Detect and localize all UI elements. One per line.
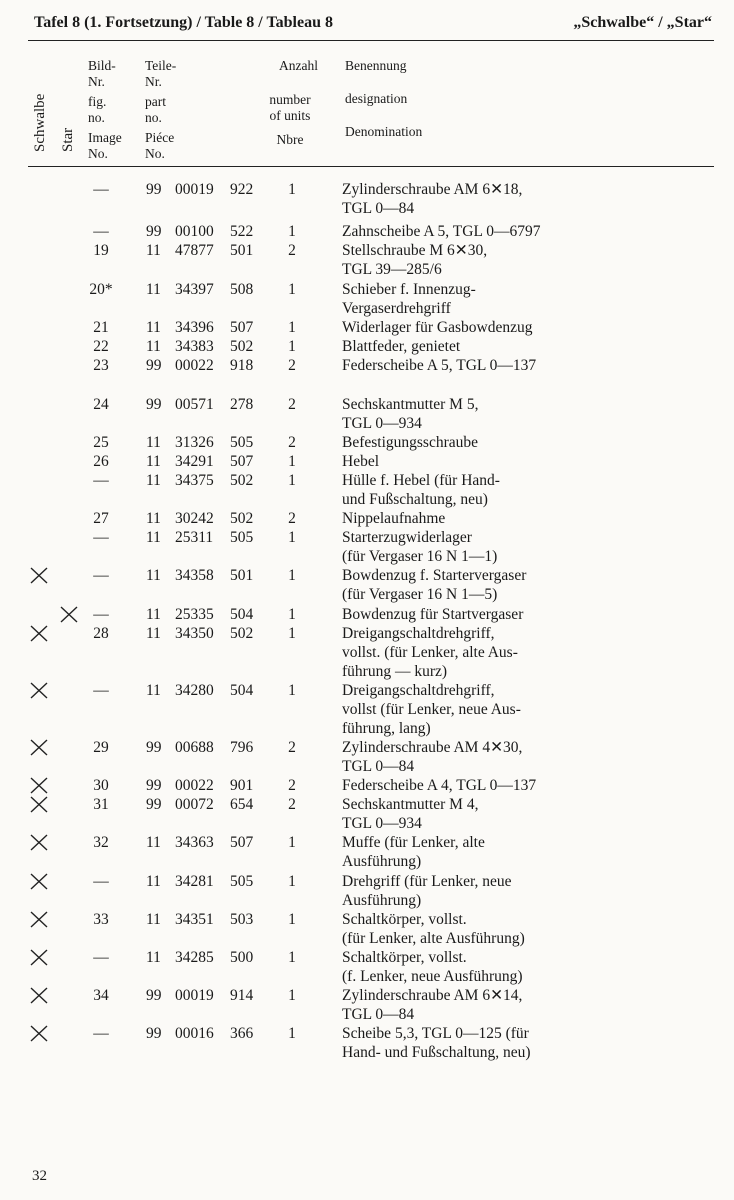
part-no-prefix: 11: [146, 911, 161, 928]
designation-line: TGL 0—84: [342, 1006, 415, 1023]
quantity: 1: [288, 338, 296, 355]
header-rule: [28, 166, 714, 167]
fig-no: 24: [93, 396, 109, 413]
quantity: 1: [288, 911, 296, 928]
part-no-main: 00688: [175, 739, 214, 756]
part-no-suffix: 901: [230, 777, 254, 794]
part-no-suffix: 503: [230, 911, 254, 928]
schwalbe-check-icon: [28, 910, 50, 929]
designation-line: und Fußschaltung, neu): [342, 491, 488, 508]
schwalbe-check-icon: [28, 681, 50, 700]
header-desc-line: Benennung: [345, 58, 407, 73]
schwalbe-check-icon: [28, 795, 50, 814]
part-no-suffix: 522: [230, 223, 254, 240]
header-part-line: no.: [145, 110, 162, 125]
part-no-suffix: 500: [230, 949, 254, 966]
designation-line: (f. Lenker, neue Ausführung): [342, 968, 523, 985]
part-no-main: 00019: [175, 987, 214, 1004]
header-qty-line: Nbre: [276, 132, 304, 147]
fig-no: 33: [93, 911, 109, 928]
part-no-prefix: 11: [146, 606, 161, 623]
part-no-prefix: 99: [146, 987, 162, 1004]
part-no-suffix: 505: [230, 529, 254, 546]
part-no-main: 34291: [175, 453, 214, 470]
quantity: 2: [288, 510, 296, 527]
quantity: 2: [288, 796, 296, 813]
part-no-prefix: 99: [146, 181, 162, 198]
quantity: 2: [288, 777, 296, 794]
header-fig: [88, 58, 122, 162]
quantity: 1: [288, 319, 296, 336]
header-part: [145, 58, 176, 162]
part-no-prefix: 11: [146, 567, 161, 584]
star-check-icon: [58, 605, 80, 624]
schwalbe-check-icon: [28, 738, 50, 757]
designation-line: Zahnscheibe A 5, TGL 0—6797: [342, 223, 541, 240]
header-fig-line: Bild-: [88, 58, 116, 73]
part-no-main: 34383: [175, 338, 214, 355]
designation-line: führung, lang): [342, 720, 431, 737]
fig-no: —: [93, 949, 109, 966]
part-no-suffix: 366: [230, 1025, 254, 1042]
quantity: 1: [288, 181, 296, 198]
quantity: 1: [288, 682, 296, 699]
part-no-main: 31326: [175, 434, 214, 451]
part-no-suffix: 501: [230, 242, 254, 259]
designation-line: Drehgriff (für Lenker, neue: [342, 873, 512, 890]
fig-no: —: [93, 223, 109, 240]
schwalbe-check-icon: [28, 1024, 50, 1043]
part-no-suffix: 505: [230, 434, 254, 451]
quantity: 1: [288, 873, 296, 890]
part-no-main: 00100: [175, 223, 214, 240]
part-no-main: 34397: [175, 281, 214, 298]
part-no-main: 34280: [175, 682, 214, 699]
header-part-line: Nr.: [145, 74, 162, 89]
designation-line: Ausführung): [342, 853, 422, 870]
schwalbe-check-icon: [28, 872, 50, 891]
part-no-prefix: 11: [146, 873, 161, 890]
part-no-main: 00019: [175, 181, 214, 198]
part-no-main: 00022: [175, 777, 214, 794]
part-no-main: 47877: [175, 242, 214, 259]
schwalbe-check-icon: [28, 948, 50, 967]
header-qty-line: Anzahl: [279, 58, 318, 73]
designation-line: Bowdenzug für Startvergaser: [342, 606, 524, 623]
table-title: Tafel 8 (1. Fortsetzung) / Table 8 / Tableau 8: [34, 14, 333, 31]
designation-line: vollst. (für Lenker, alte Aus-: [342, 644, 518, 661]
designation-line: Muffe (für Lenker, alte: [342, 834, 485, 851]
part-no-prefix: 11: [146, 472, 161, 489]
part-no-prefix: 99: [146, 1025, 162, 1042]
part-no-main: 00022: [175, 357, 214, 374]
part-no-main: 25311: [175, 529, 214, 546]
quantity: 1: [288, 453, 296, 470]
part-no-prefix: 11: [146, 434, 161, 451]
part-no-main: 34281: [175, 873, 214, 890]
designation-line: Stellschraube M 6✕30,: [342, 242, 488, 259]
part-no-suffix: 502: [230, 625, 254, 642]
header-part-line: Teile-: [145, 58, 177, 73]
part-no-suffix: 502: [230, 338, 254, 355]
quantity: 1: [288, 567, 296, 584]
designation-line: Ausführung): [342, 892, 422, 909]
quantity: 1: [288, 834, 296, 851]
part-no-main: 34351: [175, 911, 214, 928]
designation-line: TGL 39—285/6: [342, 261, 442, 278]
header-part-line: part: [145, 94, 166, 109]
fig-no: 32: [93, 834, 109, 851]
fig-no: —: [93, 606, 109, 623]
quantity: 1: [288, 529, 296, 546]
fig-no: 27: [93, 510, 109, 527]
quantity: 1: [288, 281, 296, 298]
part-no-suffix: 918: [230, 357, 254, 374]
designation-line: (für Vergaser 16 N 1—5): [342, 586, 498, 603]
quantity: 2: [288, 357, 296, 374]
part-no-main: 30242: [175, 510, 214, 527]
quantity: 1: [288, 1025, 296, 1042]
fig-no: —: [93, 472, 109, 489]
fig-no: 21: [93, 319, 109, 336]
designation-line: (für Lenker, alte Ausführung): [342, 930, 525, 947]
quantity: 1: [288, 606, 296, 623]
designation-line: Sechskantmutter M 5,: [342, 396, 479, 413]
quantity: 2: [288, 434, 296, 451]
quantity: 2: [288, 739, 296, 756]
header-desc-line: designation: [345, 91, 408, 106]
fig-no: —: [93, 682, 109, 699]
part-no-prefix: 11: [146, 242, 161, 259]
fig-no: —: [93, 529, 109, 546]
header-fig-line: fig.: [88, 94, 107, 109]
header-qty: [262, 58, 318, 74]
designation-line: Dreigangschaltdrehgriff,: [342, 682, 495, 699]
part-no-prefix: 11: [146, 338, 161, 355]
fig-no: 20*: [89, 281, 113, 298]
designation-line: Bowdenzug f. Startervergaser: [342, 567, 527, 584]
part-no-prefix: 99: [146, 357, 162, 374]
quantity: 1: [288, 472, 296, 489]
header-star: Star: [60, 127, 76, 152]
header-qty-line: of units: [269, 108, 311, 123]
designation-line: Befestigungsschraube: [342, 434, 479, 451]
top-rule: [28, 40, 714, 41]
designation-line: Nippelaufnahme: [342, 510, 446, 527]
quantity: 2: [288, 242, 296, 259]
part-no-main: 34363: [175, 834, 214, 851]
part-no-main: 34396: [175, 319, 214, 336]
header-part-line: No.: [145, 146, 165, 161]
designation-line: Zylinderschraube AM 4✕30,: [342, 739, 523, 756]
fig-no: 29: [93, 739, 109, 756]
part-no-prefix: 11: [146, 510, 161, 527]
part-no-prefix: 99: [146, 223, 162, 240]
designation-line: (für Vergaser 16 N 1—1): [342, 548, 498, 565]
designation-line: vollst (für Lenker, neue Aus-: [342, 701, 521, 718]
part-no-main: 00016: [175, 1025, 214, 1042]
fig-no: —: [93, 1025, 109, 1042]
header-fig-line: Image: [88, 130, 122, 145]
fig-no: 34: [93, 987, 109, 1004]
part-no-suffix: 278: [230, 396, 254, 413]
designation-line: führung — kurz): [342, 663, 448, 680]
fig-no: 26: [93, 453, 109, 470]
fig-no: 23: [93, 357, 109, 374]
part-no-main: 00571: [175, 396, 214, 413]
schwalbe-check-icon: [28, 986, 50, 1005]
part-no-suffix: 796: [230, 739, 254, 756]
part-no-suffix: 507: [230, 453, 254, 470]
part-no-suffix: 504: [230, 606, 254, 623]
part-no-main: 34350: [175, 625, 214, 642]
part-no-suffix: 654: [230, 796, 254, 813]
quantity: 2: [288, 396, 296, 413]
part-no-prefix: 99: [146, 396, 162, 413]
designation-line: Starterzugwiderlager: [342, 529, 472, 546]
part-no-suffix: 502: [230, 510, 254, 527]
part-no-suffix: 914: [230, 987, 254, 1004]
designation-line: Dreigangschaltdrehgriff,: [342, 625, 495, 642]
designation-line: Widerlager für Gasbowdenzug: [342, 319, 533, 336]
designation-line: Sechskantmutter M 4,: [342, 796, 479, 813]
fig-no: 30: [93, 777, 109, 794]
schwalbe-check-icon: [28, 624, 50, 643]
page-number: 32: [32, 1168, 47, 1184]
part-no-prefix: 99: [146, 777, 162, 794]
quantity: 1: [288, 223, 296, 240]
part-no-prefix: 11: [146, 834, 161, 851]
part-no-prefix: 11: [146, 682, 161, 699]
schwalbe-check-icon: [28, 566, 50, 585]
fig-no: —: [93, 181, 109, 198]
part-no-main: 34358: [175, 567, 214, 584]
designation-line: TGL 0—934: [342, 415, 422, 432]
designation-line: Hebel: [342, 453, 380, 470]
header-fig-line: Nr.: [88, 74, 105, 89]
designation-line: Hülle f. Hebel (für Hand-: [342, 472, 500, 489]
fig-no: —: [93, 567, 109, 584]
fig-no: 22: [93, 338, 109, 355]
part-no-suffix: 507: [230, 834, 254, 851]
part-no-prefix: 99: [146, 796, 162, 813]
part-no-prefix: 11: [146, 949, 161, 966]
designation-line: Blattfeder, genietet: [342, 338, 461, 355]
designation-line: Federscheibe A 5, TGL 0—137: [342, 357, 537, 374]
designation-line: TGL 0—84: [342, 200, 415, 217]
designation-line: TGL 0—84: [342, 758, 415, 775]
designation-line: Zylinderschraube AM 6✕18,: [342, 181, 523, 198]
designation-line: TGL 0—934: [342, 815, 422, 832]
fig-no: 31: [93, 796, 109, 813]
designation-line: Schaltkörper, vollst.: [342, 911, 467, 928]
part-no-prefix: 99: [146, 739, 162, 756]
part-no-prefix: 11: [146, 281, 161, 298]
header-part-line: Piéce: [145, 130, 175, 145]
designation-line: Schaltkörper, vollst.: [342, 949, 467, 966]
part-no-suffix: 504: [230, 682, 254, 699]
part-no-main: 34375: [175, 472, 214, 489]
part-no-main: 00072: [175, 796, 214, 813]
part-no-suffix: 505: [230, 873, 254, 890]
part-no-prefix: 11: [146, 625, 161, 642]
designation-line: Vergaserdrehgriff: [342, 300, 451, 317]
part-no-prefix: 11: [146, 529, 161, 546]
quantity: 1: [288, 987, 296, 1004]
part-no-main: 25335: [175, 606, 214, 623]
designation-line: Scheibe 5,3, TGL 0—125 (für: [342, 1025, 529, 1042]
part-no-suffix: 502: [230, 472, 254, 489]
quantity: 1: [288, 949, 296, 966]
designation-line: Federscheibe A 4, TGL 0—137: [342, 777, 537, 794]
designation-line: Schieber f. Innenzug-: [342, 281, 476, 298]
header-desc: [345, 58, 422, 140]
part-no-suffix: 508: [230, 281, 254, 298]
header-fig-line: No.: [88, 146, 108, 161]
schwalbe-check-icon: [28, 776, 50, 795]
part-no-prefix: 11: [146, 453, 161, 470]
model-title: „Schwalbe“ / „Star“: [573, 14, 712, 31]
header-fig-line: no.: [88, 110, 105, 125]
fig-no: 25: [93, 434, 109, 451]
fig-no: —: [93, 873, 109, 890]
fig-no: 28: [93, 625, 109, 642]
part-no-suffix: 507: [230, 319, 254, 336]
part-no-prefix: 11: [146, 319, 161, 336]
designation-line: Hand- und Fußschaltung, neu): [342, 1044, 531, 1061]
header-desc-line: Denomination: [345, 124, 423, 139]
header-qty-line: number: [269, 92, 311, 107]
schwalbe-check-icon: [28, 833, 50, 852]
quantity: 1: [288, 625, 296, 642]
part-no-suffix: 922: [230, 181, 254, 198]
designation-line: Zylinderschraube AM 6✕14,: [342, 987, 523, 1004]
part-no-main: 34285: [175, 949, 214, 966]
header-schwalbe: Schwalbe: [32, 93, 48, 152]
fig-no: 19: [93, 242, 109, 259]
header-qty-en: [260, 92, 320, 148]
part-no-suffix: 501: [230, 567, 254, 584]
